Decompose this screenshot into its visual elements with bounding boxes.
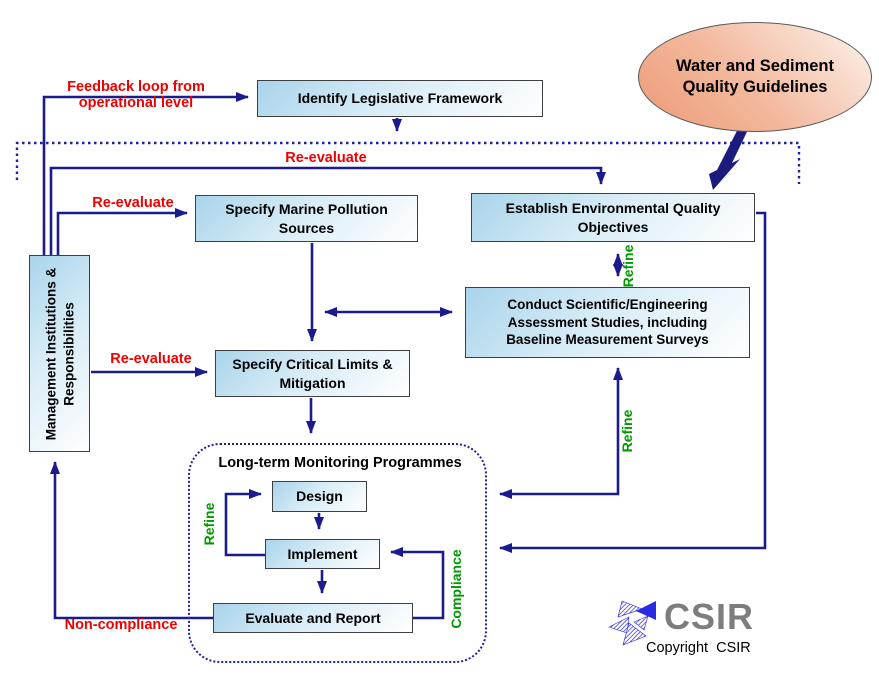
critical-limits-box: [215, 350, 410, 397]
environmental-objectives-label: Establish Environmental Quality Objectives: [505, 200, 721, 235]
reevaluate-marine-label: Re-evaluate: [92, 195, 174, 211]
implement-box: [265, 539, 380, 569]
critical-limits-label: Specify Critical Limits & Mitigation: [232, 356, 393, 391]
marine-sources-label: Specify Marine Pollution Sources: [225, 201, 388, 236]
dotted-separator-line: [17, 143, 799, 184]
assessment-studies-label: Conduct Scientific/Engineering Assessment Studies, including Baseline Measurement Surveys: [506, 296, 709, 348]
csir-logo: [608, 598, 778, 664]
refine-design-label: Refine: [201, 502, 217, 546]
noncompliance-label: Non-compliance: [64, 617, 178, 633]
management-institutions-label: Management Institutions & Responsibilities: [42, 267, 76, 440]
reevaluate-limits-label: Re-evaluate: [110, 351, 192, 367]
marine-sources-box: [195, 195, 418, 242]
reevaluate-marine-arrow: [58, 213, 187, 256]
feedback-loop-label: Feedback loop from operational level: [67, 79, 205, 111]
management-institutions-box: [29, 255, 90, 452]
evaluate-report-label: Evaluate and Report: [245, 609, 381, 626]
design-box: [272, 481, 367, 512]
csir-copyright-text: Copyright CSIR: [646, 640, 751, 656]
environmental-objectives-box: [471, 193, 755, 242]
monitoring-programmes-title: Long-term Monitoring Programmes: [218, 455, 462, 471]
compliance-label: Compliance: [448, 549, 464, 629]
guidelines-ellipse-label: Water and Sediment Quality Guidelines: [676, 57, 834, 96]
reevaluate-eqo-label: Re-evaluate: [285, 150, 367, 166]
csir-logo-text: CSIR: [664, 596, 755, 637]
identify-legislative-box: [257, 80, 543, 117]
assessment-studies-box: [465, 287, 750, 358]
refine-studies-monitoring-arrow: [500, 368, 618, 494]
guidelines-ellipse: [638, 22, 872, 132]
evaluate-report-box: [213, 603, 413, 633]
identify-legislative-label: Identify Legislative Framework: [297, 90, 503, 107]
refine-objectives-label: Refine: [620, 244, 636, 288]
design-label: Design: [296, 488, 343, 505]
refine-studies-label: Refine: [619, 409, 635, 453]
implement-label: Implement: [287, 545, 358, 562]
